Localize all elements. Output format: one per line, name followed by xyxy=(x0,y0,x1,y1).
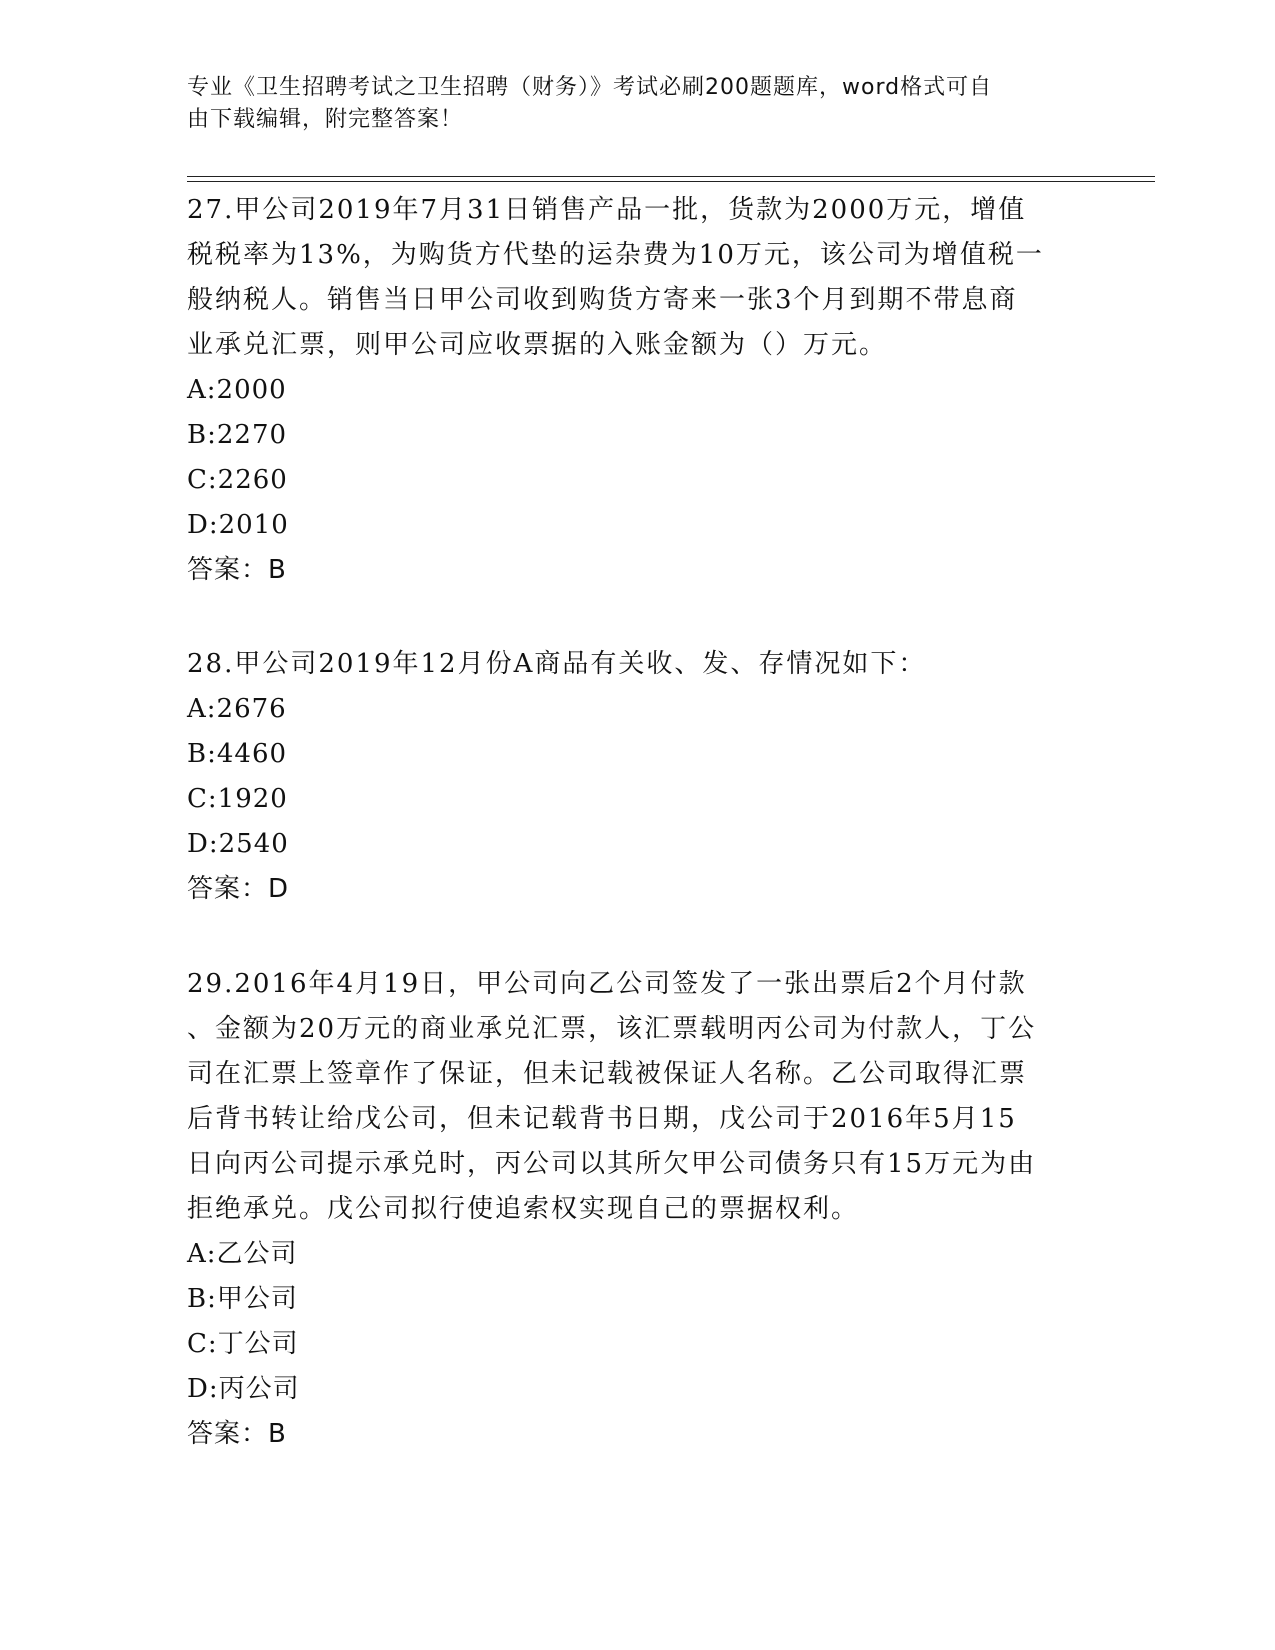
option-b: B:2270 xyxy=(187,420,288,450)
question-stem-line: 日向丙公司提示承兑时，丙公司以其所欠甲公司债务只有15万元为由 xyxy=(187,1149,1037,1179)
question-stem-line: 29.2016年4月19日，甲公司向乙公司签发了一张出票后2个月付款 xyxy=(187,969,1027,999)
question-27 xyxy=(187,188,1067,593)
option-b: B:4460 xyxy=(187,739,288,769)
question-stem-line: 般纳税人。销售当日甲公司收到购货方寄来一张3个月到期不带息商 xyxy=(187,285,1018,315)
option-c: C:丁公司 xyxy=(187,1329,299,1359)
question-stem-line: 税税率为13%，为购货方代垫的运杂费为10万元，该公司为增值税一 xyxy=(187,240,1044,270)
header-line-1: 专业《卫生招聘考试之卫生招聘（财务）》考试必刷200题题库，word格式可自 xyxy=(187,75,993,100)
option-a: A:乙公司 xyxy=(187,1239,298,1269)
question-stem-line: 27.甲公司2019年7月31日销售产品一批，货款为2000万元，增值 xyxy=(187,195,1027,225)
option-c: C:2260 xyxy=(187,465,288,495)
question-stem-line: 拒绝承兑。戊公司拟行使追索权实现自己的票据权利。 xyxy=(187,1194,860,1224)
answer: 答案：B xyxy=(187,1419,287,1449)
question-stem-line: 业承兑汇票，则甲公司应收票据的入账金额为（）万元。 xyxy=(187,330,888,360)
option-d: D:2540 xyxy=(187,829,289,859)
answer: 答案：D xyxy=(187,874,290,904)
option-b: B:甲公司 xyxy=(187,1284,298,1314)
option-d: D:2010 xyxy=(187,510,289,540)
option-c: C:1920 xyxy=(187,784,288,814)
header-divider-top xyxy=(187,176,1155,177)
header-divider-bottom xyxy=(187,181,1155,182)
option-a: A:2676 xyxy=(187,694,287,724)
option-a: A:2000 xyxy=(187,375,287,405)
question-stem-line: 后背书转让给戊公司，但未记载背书日期，戊公司于2016年5月15 xyxy=(187,1104,1017,1134)
answer: 答案：B xyxy=(187,555,287,585)
question-stem-line: 、金额为20万元的商业承兑汇票，该汇票载明丙公司为付款人，丁公 xyxy=(187,1014,1037,1044)
question-29 xyxy=(187,962,1067,1457)
question-stem-line: 28.甲公司2019年12月份A商品有关收、发、存情况如下： xyxy=(187,649,927,679)
document-header xyxy=(187,72,1067,136)
question-28 xyxy=(187,642,1067,912)
question-stem-line: 司在汇票上签章作了保证，但未记载被保证人名称。乙公司取得汇票 xyxy=(187,1059,1028,1089)
header-line-2: 由下载编辑，附完整答案！ xyxy=(187,107,464,132)
option-d: D:丙公司 xyxy=(187,1374,300,1404)
